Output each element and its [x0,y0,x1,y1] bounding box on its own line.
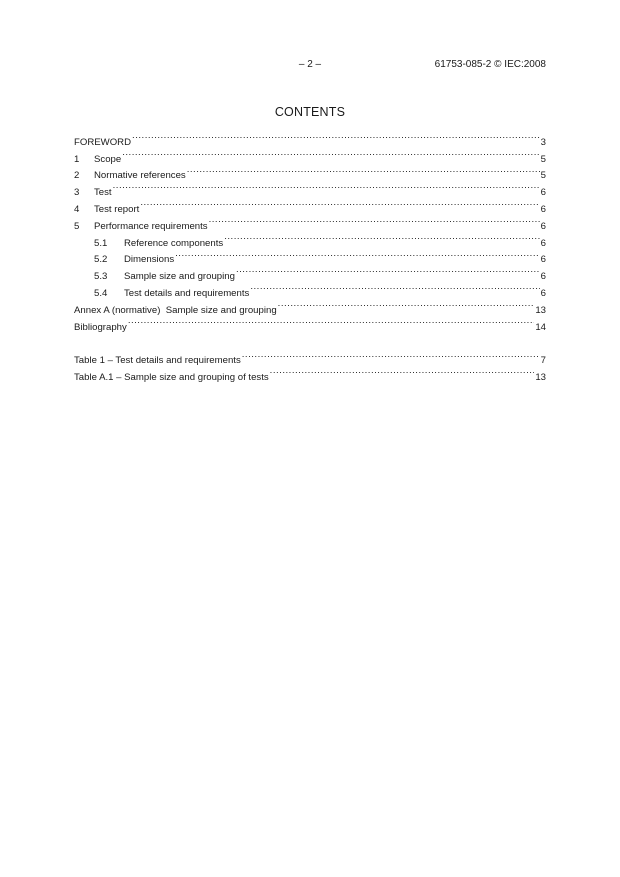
toc-entry-number: 5.2 [94,254,108,266]
toc-dot-leader [224,229,539,246]
toc-entry-page: 6 [540,237,546,249]
toc-entry-page: 5 [540,170,546,182]
toc-entry-title: Normative references [94,170,186,182]
toc-entry-title: Table A.1 – Sample size and grouping of tests [74,372,269,384]
toc-entry-test-report[interactable] [74,195,546,215]
toc-dot-leader [236,262,540,279]
toc-entry-number: 5.4 [94,287,108,299]
toc-entry-foreword[interactable] [74,128,546,148]
toc-entry-bibliography[interactable] [74,313,546,333]
header-document-reference: 61753-085-2 © IEC:2008 [434,59,546,70]
toc-dot-leader [175,246,540,263]
toc-entry-title: Table 1 – Test details and requirements [74,355,241,367]
toc-entry-page: 6 [540,220,546,232]
header-page-number: – 2 – [298,59,322,70]
toc-entry-page: 13 [535,304,546,316]
toc-entry-normative-references[interactable] [74,162,546,182]
toc-entry-number: 3 [74,187,80,199]
toc-entry-title: Sample size and grouping [124,271,235,283]
toc-entry-number: 4 [74,203,80,215]
toc-dot-leader [122,145,539,162]
toc-entry-performance-requirements[interactable] [74,212,546,232]
toc-entry-title: Dimensions [124,254,175,266]
toc-dot-leader [132,128,540,145]
toc-entry-scope[interactable] [74,145,546,165]
toc-entry-title: Performance requirements [94,220,208,232]
toc-entry-title: Reference components [124,237,224,249]
toc-entry-title: Test [94,187,112,199]
toc-entry-page: 6 [540,254,546,266]
toc-dot-leader [278,296,535,313]
toc-dot-leader [209,212,540,229]
toc-entry-page: 5 [540,153,546,165]
toc-entry-page: 7 [540,355,546,367]
contents-heading: CONTENTS [274,105,346,119]
toc-dot-leader [250,279,539,296]
toc-entry-number: 5 [74,220,80,232]
toc-entry-page: 13 [535,372,546,384]
toc-entry-page: 6 [540,203,546,215]
toc-entry-title: FOREWORD [74,136,132,148]
toc-entry-page: 6 [540,271,546,283]
toc-entry-title: Bibliography [74,321,127,333]
toc-dot-leader [113,178,540,195]
toc-entry-page: 6 [540,187,546,199]
toc-entry-page: 14 [535,321,546,333]
toc-entry-title: Test details and requirements [124,287,250,299]
toc-entry-page: 6 [540,287,546,299]
toc-entry-number: 1 [74,153,80,165]
toc-entry-number: 2 [74,170,80,182]
toc-entry-title: Scope [94,153,122,165]
toc-entry-number: 5.3 [94,271,108,283]
toc-dot-leader [242,347,540,364]
toc-entry-title: Annex A (normative) Sample size and grouping [74,304,277,316]
table-of-contents [74,128,546,384]
toc-entry-test[interactable] [74,178,546,199]
toc-entry-table-1[interactable] [74,347,546,367]
toc-dot-leader [270,363,535,380]
toc-dot-leader [140,195,539,212]
toc-entry-title: Test report [94,203,140,215]
toc-dot-leader [128,313,535,330]
toc-dot-leader [187,162,540,179]
toc-entry-page: 3 [540,136,546,148]
section-spacer [74,330,546,347]
toc-entry-number: 5.1 [94,237,108,249]
